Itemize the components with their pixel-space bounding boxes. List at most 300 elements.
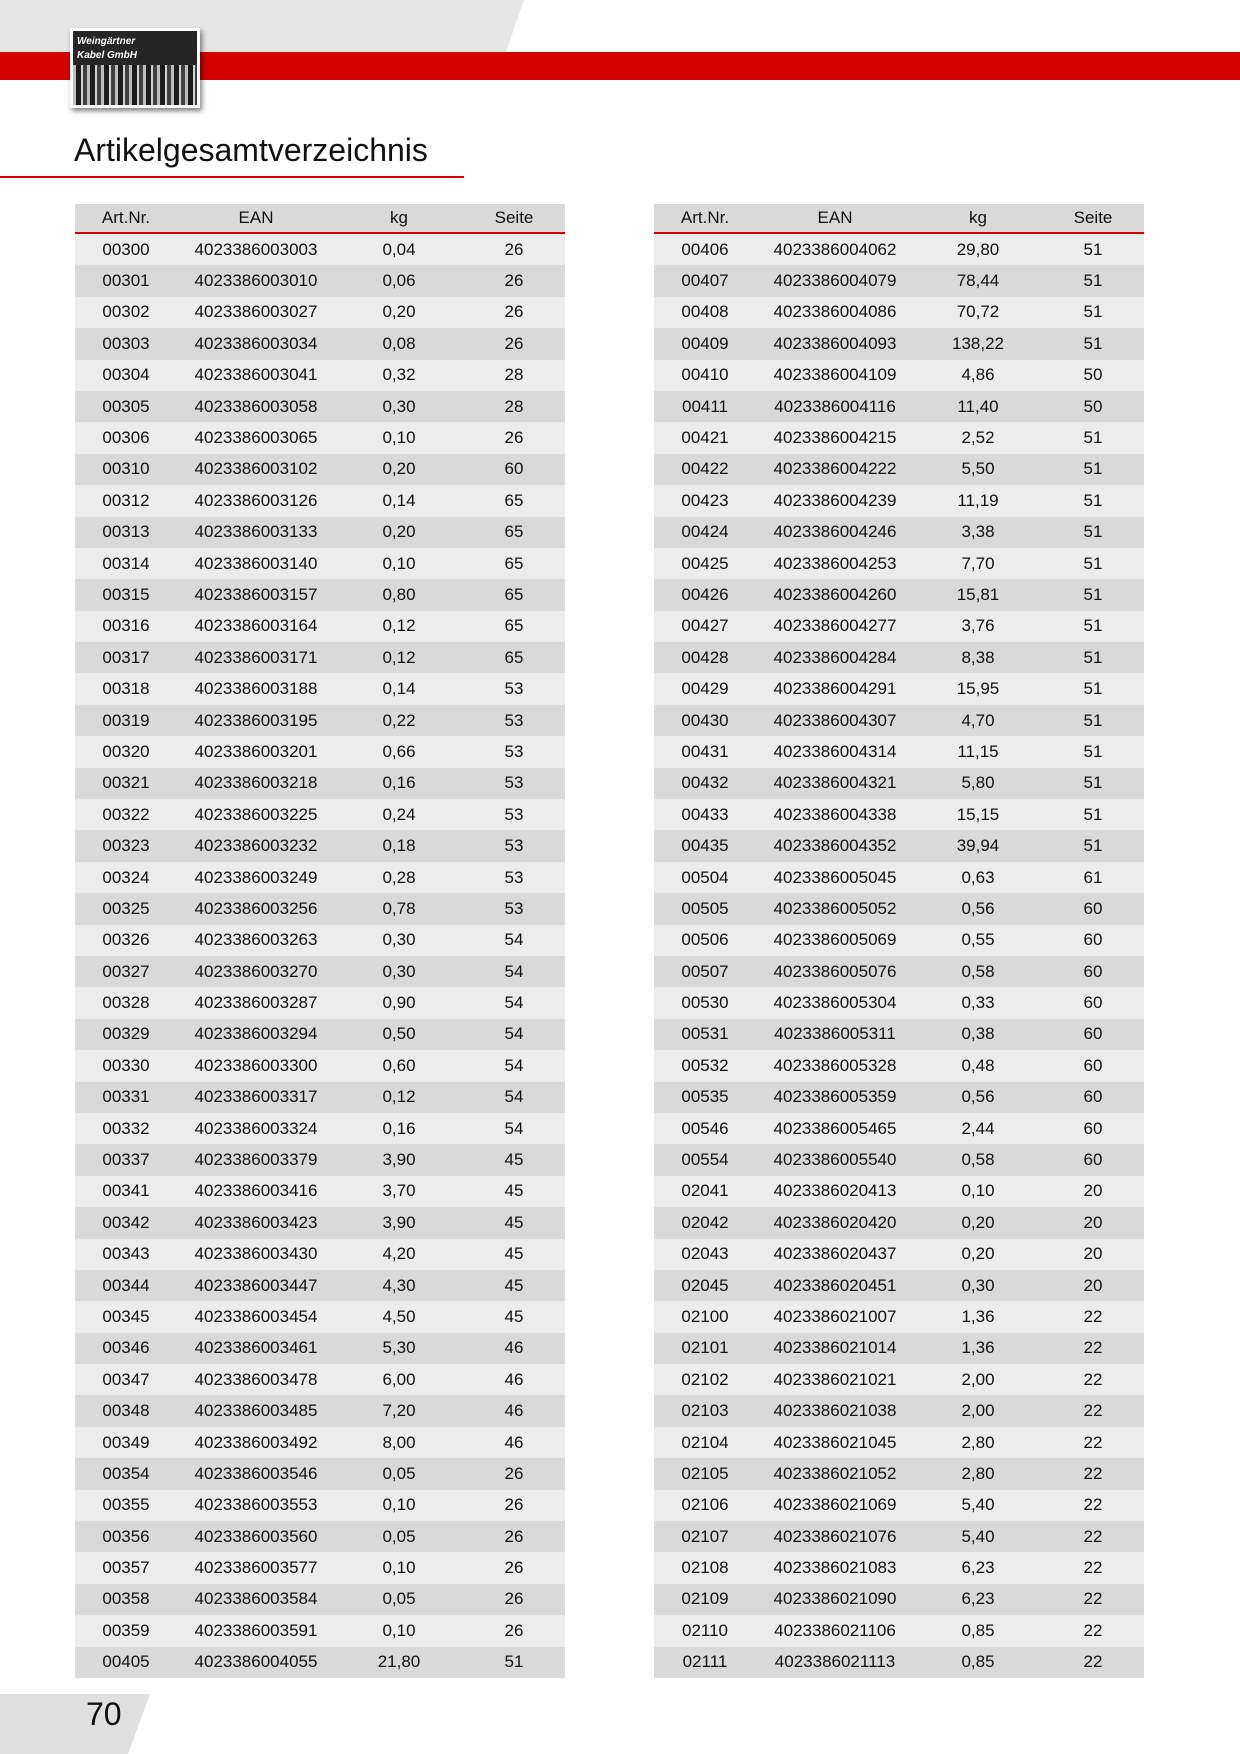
cell-kg: 0,08 (382, 333, 416, 353)
table-row (654, 1427, 1144, 1458)
cell-artnr: 00429 (681, 679, 729, 699)
cell-seite: 20 (1083, 1275, 1103, 1295)
cell-artnr: 00329 (102, 1024, 150, 1044)
cell-artnr: 00357 (102, 1558, 150, 1578)
table-row (75, 454, 565, 485)
cell-kg: 0,90 (382, 993, 416, 1013)
cell-seite: 54 (504, 930, 524, 950)
cell-ean: 4023386021045 (773, 1432, 897, 1452)
cell-seite: 51 (1083, 428, 1103, 448)
cell-ean: 4023386003324 (194, 1118, 318, 1138)
cell-ean: 4023386003041 (194, 365, 318, 385)
cell-ean: 4023386004062 (773, 239, 897, 259)
cell-ean: 4023386021083 (773, 1558, 897, 1578)
cell-artnr: 02045 (681, 1275, 729, 1295)
cell-artnr: 00337 (102, 1150, 150, 1170)
cell-kg: 0,30 (382, 961, 416, 981)
cell-seite: 61 (1083, 867, 1103, 887)
cell-ean: 4023386003379 (194, 1150, 318, 1170)
cell-seite: 65 (504, 490, 524, 510)
table-row (75, 422, 565, 453)
cell-ean: 4023386003171 (194, 647, 318, 667)
cell-ean: 4023386003164 (194, 616, 318, 636)
cell-artnr: 02104 (681, 1432, 729, 1452)
cell-seite: 22 (1083, 1401, 1103, 1421)
cell-kg: 0,04 (382, 239, 416, 259)
cell-kg: 0,20 (961, 1212, 995, 1232)
cell-kg: 0,32 (382, 365, 416, 385)
cell-kg: 0,10 (382, 1558, 416, 1578)
cell-artnr: 00504 (681, 867, 729, 887)
cell-seite: 51 (1083, 616, 1103, 636)
cell-seite: 65 (504, 647, 524, 667)
cell-artnr: 02100 (681, 1306, 729, 1326)
cell-kg: 11,40 (957, 396, 999, 416)
cell-seite: 60 (1083, 1024, 1103, 1044)
table-row (75, 1427, 565, 1458)
cell-seite: 60 (1083, 1150, 1103, 1170)
cell-ean: 4023386003065 (194, 428, 318, 448)
cell-ean: 4023386003423 (194, 1212, 318, 1232)
cell-artnr: 00554 (681, 1150, 729, 1170)
cell-artnr: 00310 (102, 459, 150, 479)
cell-seite: 22 (1083, 1432, 1103, 1452)
cell-ean: 4023386004246 (773, 522, 897, 542)
cell-ean: 4023386003225 (194, 804, 318, 824)
cell-seite: 51 (1083, 773, 1103, 793)
cell-ean: 4023386021069 (773, 1495, 897, 1515)
cell-seite: 22 (1083, 1369, 1103, 1389)
cell-artnr: 02109 (681, 1589, 729, 1609)
cell-ean: 4023386021021 (773, 1369, 897, 1389)
cell-kg: 0,63 (961, 867, 995, 887)
table-row (75, 1270, 565, 1301)
cell-artnr: 00427 (681, 616, 729, 636)
table-row (654, 1301, 1144, 1332)
cell-ean: 4023386003416 (194, 1181, 318, 1201)
cell-artnr: 02110 (681, 1620, 728, 1640)
table-row (75, 830, 565, 861)
cell-kg: 1,36 (961, 1306, 995, 1326)
cell-artnr: 00530 (681, 993, 729, 1013)
cell-artnr: 00302 (102, 302, 150, 322)
cell-artnr: 02107 (681, 1526, 729, 1546)
logo-text (77, 35, 137, 63)
cell-artnr: 00327 (102, 961, 150, 981)
cell-kg: 0,33 (961, 993, 995, 1013)
cell-artnr: 00431 (681, 741, 729, 761)
table-body-right (654, 233, 1144, 1678)
cell-kg: 0,50 (382, 1024, 416, 1044)
cell-kg: 4,70 (961, 710, 995, 730)
table-row (654, 1082, 1144, 1113)
cell-kg: 0,30 (961, 1275, 995, 1295)
cell-ean: 4023386003201 (194, 741, 318, 761)
cell-artnr: 00356 (102, 1526, 150, 1546)
cell-artnr: 00321 (102, 773, 150, 793)
cell-artnr: 00318 (102, 679, 150, 699)
cell-kg: 4,86 (961, 365, 995, 385)
cell-seite: 54 (504, 993, 524, 1013)
cell-ean: 4023386021007 (773, 1306, 897, 1326)
cell-kg: 2,80 (961, 1463, 995, 1483)
table-row (75, 925, 565, 956)
cell-ean: 4023386004277 (773, 616, 897, 636)
cell-artnr: 00410 (681, 365, 729, 385)
cell-kg: 0,05 (382, 1589, 416, 1609)
cell-kg: 21,80 (377, 1652, 421, 1672)
cell-seite: 26 (504, 1495, 524, 1515)
table-row (75, 1301, 565, 1332)
cell-artnr: 00349 (102, 1432, 150, 1452)
cell-seite: 45 (504, 1244, 524, 1264)
logo-line-2: Kabel GmbH (77, 50, 138, 61)
cell-seite: 54 (504, 961, 524, 981)
cell-ean: 4023386004239 (773, 490, 897, 510)
cell-artnr: 00319 (102, 710, 150, 730)
table-row (75, 1584, 565, 1615)
cell-kg: 5,30 (382, 1338, 416, 1358)
cell-ean: 4023386004321 (773, 773, 897, 793)
table-row (654, 987, 1144, 1018)
cell-seite: 22 (1083, 1589, 1103, 1609)
table-row (654, 956, 1144, 987)
cell-seite: 65 (504, 522, 524, 542)
cell-seite: 53 (504, 804, 524, 824)
cell-ean: 4023386003577 (194, 1558, 318, 1578)
cell-ean: 4023386003157 (194, 584, 318, 604)
cell-artnr: 00341 (102, 1181, 150, 1201)
cell-artnr: 00314 (102, 553, 150, 573)
cell-seite: 60 (1083, 1055, 1103, 1075)
cell-artnr: 00407 (681, 271, 729, 291)
table-row (75, 579, 565, 610)
cell-kg: 0,10 (382, 553, 416, 573)
cell-seite: 46 (504, 1369, 524, 1389)
cell-kg: 29,80 (956, 239, 1000, 259)
cell-ean: 4023386021052 (773, 1463, 897, 1483)
table-row (654, 1144, 1144, 1175)
cell-kg: 0,24 (382, 804, 416, 824)
table-row (75, 517, 565, 548)
cell-ean: 4023386003218 (194, 773, 318, 793)
column-header-kg: kg (335, 204, 463, 233)
cell-ean: 4023386003294 (194, 1024, 318, 1044)
table-row (75, 705, 565, 736)
cell-ean: 4023386003133 (194, 522, 318, 542)
cell-seite: 60 (1083, 993, 1103, 1013)
cell-ean: 4023386003195 (194, 710, 318, 730)
cell-kg: 0,18 (382, 836, 416, 856)
cell-ean: 4023386004079 (773, 271, 897, 291)
table-row (75, 1144, 565, 1175)
table-row (75, 1207, 565, 1238)
cell-ean: 4023386003461 (194, 1338, 318, 1358)
cell-kg: 6,00 (382, 1369, 416, 1389)
cell-kg: 2,44 (961, 1118, 995, 1138)
table-row (75, 1239, 565, 1270)
cell-ean: 4023386004215 (773, 428, 897, 448)
cell-kg: 5,50 (961, 459, 995, 479)
cell-kg: 3,70 (382, 1181, 416, 1201)
table-header-row (75, 204, 565, 233)
table-row (75, 297, 565, 328)
cell-seite: 65 (504, 616, 524, 636)
logo-line-1: Weingärtner (77, 36, 136, 47)
table-row (654, 1364, 1144, 1395)
cell-kg: 0,05 (382, 1526, 416, 1546)
cell-seite: 46 (504, 1338, 524, 1358)
cell-seite: 45 (504, 1212, 524, 1232)
cell-seite: 46 (504, 1432, 524, 1452)
cell-artnr: 00423 (681, 490, 729, 510)
cell-kg: 0,20 (382, 302, 416, 322)
cell-artnr: 00326 (102, 930, 150, 950)
cell-artnr: 00315 (102, 584, 150, 604)
cell-artnr: 00347 (102, 1369, 150, 1389)
table-row (75, 1458, 565, 1489)
cell-ean: 4023386003560 (194, 1526, 318, 1546)
column-header-artnr: Art.Nr. (75, 204, 177, 233)
cell-artnr: 00300 (102, 239, 150, 259)
cell-artnr: 02106 (681, 1495, 729, 1515)
table-row (654, 360, 1144, 391)
cell-seite: 26 (504, 1620, 524, 1640)
cell-seite: 53 (504, 836, 524, 856)
table-row (75, 736, 565, 767)
cell-artnr: 00312 (102, 490, 150, 510)
cell-artnr: 00421 (681, 428, 729, 448)
title-underline (0, 176, 464, 178)
table-row (654, 673, 1144, 704)
cell-ean: 4023386003102 (194, 459, 318, 479)
cell-seite: 22 (1083, 1558, 1103, 1578)
cell-ean: 4023386005045 (773, 867, 897, 887)
cell-seite: 51 (1083, 710, 1103, 730)
cell-kg: 2,00 (961, 1369, 995, 1389)
cell-ean: 4023386005069 (773, 930, 897, 950)
cell-artnr: 02105 (681, 1463, 729, 1483)
cell-kg: 0,58 (961, 1150, 995, 1170)
cell-artnr: 00426 (681, 584, 729, 604)
table-row (654, 1270, 1144, 1301)
cell-seite: 28 (504, 396, 524, 416)
cell-artnr: 00422 (681, 459, 729, 479)
cell-ean: 4023386003140 (194, 553, 318, 573)
table-row (654, 422, 1144, 453)
cell-artnr: 00535 (681, 1087, 729, 1107)
cell-kg: 70,72 (956, 302, 1000, 322)
page-title: Artikelgesamtverzeichnis (74, 132, 428, 168)
cell-kg: 1,36 (961, 1338, 995, 1358)
cell-artnr: 00409 (681, 333, 729, 353)
company-logo (70, 28, 200, 108)
cell-kg: 0,85 (961, 1652, 995, 1672)
cell-kg: 4,50 (382, 1306, 416, 1326)
cell-ean: 4023386021076 (773, 1526, 897, 1546)
cell-ean: 4023386003010 (194, 271, 318, 291)
cell-kg: 0,56 (961, 1087, 995, 1107)
cell-artnr: 00331 (102, 1087, 150, 1107)
cell-artnr: 00346 (102, 1338, 150, 1358)
table-row (654, 1615, 1144, 1646)
cell-ean: 4023386005052 (773, 898, 897, 918)
table-row (654, 265, 1144, 296)
cell-ean: 4023386004291 (773, 679, 897, 699)
cell-ean: 4023386004055 (194, 1652, 318, 1672)
column-header-seite: Seite (1042, 204, 1144, 233)
cell-kg: 0,10 (961, 1181, 995, 1201)
cell-artnr: 00317 (102, 647, 150, 667)
cell-ean: 4023386004253 (773, 553, 897, 573)
logo-cable-image (73, 65, 197, 105)
cell-kg: 15,15 (956, 804, 1000, 824)
cell-seite: 26 (504, 333, 524, 353)
table-row (75, 485, 565, 516)
cell-seite: 51 (1083, 522, 1103, 542)
cell-seite: 51 (504, 1652, 524, 1672)
cell-ean: 4023386003447 (194, 1275, 318, 1295)
table-row (75, 360, 565, 391)
column-header-ean: EAN (756, 204, 914, 233)
cell-seite: 54 (504, 1055, 524, 1075)
table-row (75, 673, 565, 704)
table-row (75, 642, 565, 673)
cell-artnr: 02102 (681, 1369, 729, 1389)
cell-artnr: 00507 (681, 961, 729, 981)
cell-seite: 26 (504, 1463, 524, 1483)
table-row (75, 1647, 565, 1678)
cell-kg: 4,30 (382, 1275, 416, 1295)
cell-artnr: 02043 (681, 1244, 729, 1264)
cell-ean: 4023386005076 (773, 961, 897, 981)
cell-artnr: 00354 (102, 1463, 150, 1483)
table-row (654, 768, 1144, 799)
cell-artnr: 00546 (681, 1118, 729, 1138)
cell-kg: 4,20 (382, 1244, 416, 1264)
table-row (654, 1647, 1144, 1678)
cell-ean: 4023386003263 (194, 930, 318, 950)
cell-kg: 0,10 (382, 1620, 416, 1640)
cell-artnr: 00322 (102, 804, 150, 824)
cell-artnr: 00358 (102, 1589, 150, 1609)
cell-ean: 4023386004284 (773, 647, 897, 667)
cell-ean: 4023386003270 (194, 961, 318, 981)
cell-ean: 4023386005304 (773, 993, 897, 1013)
table-row (654, 705, 1144, 736)
cell-kg: 2,52 (961, 428, 995, 448)
table-row (75, 1176, 565, 1207)
table-row (654, 736, 1144, 767)
cell-seite: 26 (504, 1526, 524, 1546)
cell-artnr: 00505 (681, 898, 729, 918)
table-row (654, 1113, 1144, 1144)
cell-ean: 4023386004352 (773, 836, 897, 856)
cell-kg: 3,90 (382, 1150, 416, 1170)
cell-kg: 0,58 (961, 961, 995, 981)
table-row (75, 233, 565, 265)
table-row (654, 1050, 1144, 1081)
cell-kg: 0,10 (382, 1495, 416, 1515)
cell-seite: 51 (1083, 271, 1103, 291)
table-row (654, 391, 1144, 422)
cell-seite: 60 (1083, 930, 1103, 950)
cell-kg: 5,40 (961, 1526, 995, 1546)
cell-seite: 53 (504, 867, 524, 887)
cell-kg: 0,16 (382, 773, 416, 793)
cell-ean: 4023386003034 (194, 333, 318, 353)
cell-ean: 4023386003003 (194, 239, 318, 259)
cell-kg: 8,00 (382, 1432, 416, 1452)
cell-kg: 11,19 (957, 490, 999, 510)
cell-artnr: 00532 (681, 1055, 729, 1075)
cell-artnr: 00303 (102, 333, 150, 353)
cell-seite: 54 (504, 1024, 524, 1044)
cell-artnr: 02101 (681, 1338, 729, 1358)
cell-seite: 50 (1083, 396, 1103, 416)
cell-artnr: 00301 (102, 271, 150, 291)
cell-kg: 0,10 (382, 428, 416, 448)
table-row (654, 579, 1144, 610)
cell-kg: 0,80 (382, 584, 416, 604)
table-row (654, 1207, 1144, 1238)
table-row (654, 893, 1144, 924)
cell-seite: 60 (1083, 898, 1103, 918)
table-row (654, 611, 1144, 642)
cell-seite: 53 (504, 741, 524, 761)
cell-artnr: 00430 (681, 710, 729, 730)
cell-kg: 0,14 (382, 490, 416, 510)
cell-kg: 5,80 (961, 773, 995, 793)
cell-ean: 4023386003591 (194, 1620, 318, 1640)
cell-kg: 0,85 (961, 1620, 995, 1640)
cell-artnr: 02111 (682, 1652, 728, 1672)
cell-seite: 22 (1083, 1526, 1103, 1546)
cell-artnr: 00304 (102, 365, 150, 385)
cell-kg: 3,76 (961, 616, 995, 636)
cell-seite: 51 (1083, 490, 1103, 510)
cell-seite: 51 (1083, 679, 1103, 699)
article-table-right (654, 204, 1144, 1678)
article-table-left (75, 204, 565, 1678)
cell-ean: 4023386003058 (194, 396, 318, 416)
cell-seite: 26 (504, 302, 524, 322)
cell-seite: 51 (1083, 836, 1103, 856)
cell-seite: 60 (1083, 1118, 1103, 1138)
cell-seite: 26 (504, 1558, 524, 1578)
cell-artnr: 00316 (102, 616, 150, 636)
cell-kg: 3,90 (382, 1212, 416, 1232)
cell-kg: 0,28 (382, 867, 416, 887)
cell-ean: 4023386003188 (194, 679, 318, 699)
cell-artnr: 00325 (102, 898, 150, 918)
table-row (654, 1552, 1144, 1583)
cell-seite: 51 (1083, 741, 1103, 761)
cell-seite: 20 (1083, 1244, 1103, 1264)
table-row (654, 862, 1144, 893)
cell-artnr: 02103 (681, 1401, 729, 1421)
cell-artnr: 00531 (681, 1024, 729, 1044)
cell-seite: 45 (504, 1150, 524, 1170)
table-row (75, 391, 565, 422)
cell-ean: 4023386003232 (194, 836, 318, 856)
cell-kg: 0,30 (382, 930, 416, 950)
cell-kg: 15,81 (956, 584, 1000, 604)
column-header-artnr: Art.Nr. (654, 204, 756, 233)
cell-kg: 8,38 (961, 647, 995, 667)
cell-artnr: 00323 (102, 836, 150, 856)
cell-ean: 4023386003584 (194, 1589, 318, 1609)
